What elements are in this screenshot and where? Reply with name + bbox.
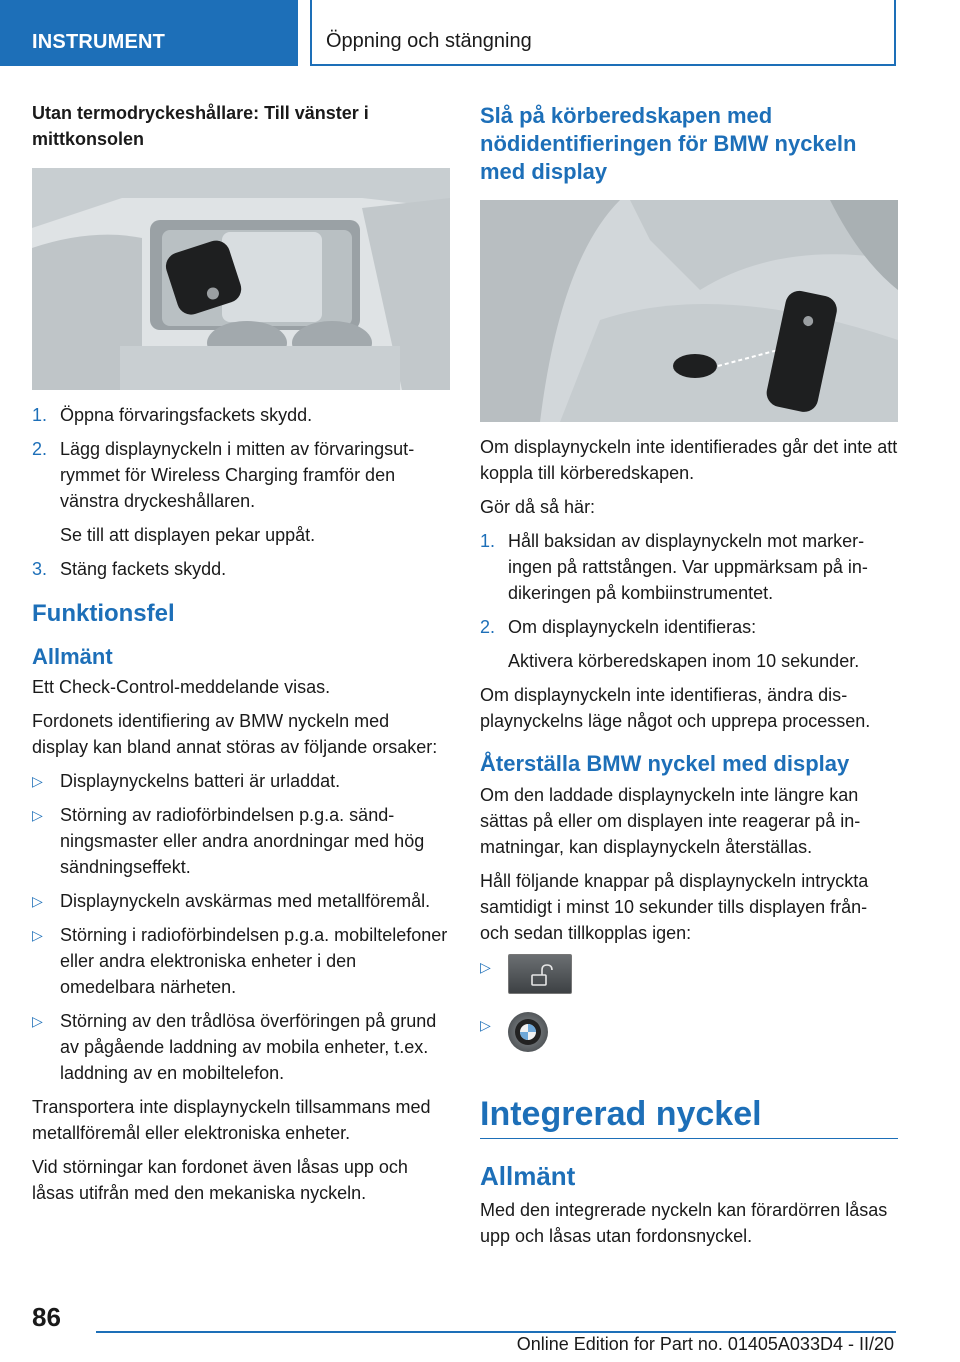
step-number: 2. bbox=[32, 439, 48, 459]
general-heading: Allmänt bbox=[32, 644, 113, 669]
list-item bbox=[32, 768, 450, 794]
interference-bullet-list bbox=[32, 768, 450, 1086]
list-item bbox=[480, 1012, 898, 1052]
step-text: Stäng fackets skydd. bbox=[60, 559, 227, 579]
triangle-bullet-icon: ▷ bbox=[480, 959, 491, 975]
general-paragraph-1: Ett Check-Control-meddelande visas. bbox=[32, 677, 331, 697]
steering-photo-illustration bbox=[480, 200, 898, 422]
triangle-bullet-icon: ▷ bbox=[480, 1017, 491, 1033]
malfunction-heading: Funktionsfel bbox=[32, 600, 175, 627]
emergency-steps-list bbox=[480, 528, 898, 674]
header-chapter-box bbox=[310, 0, 896, 66]
page-number: 86 bbox=[32, 1302, 61, 1332]
list-item bbox=[480, 614, 898, 674]
disturbance-paragraph: Vid störningar kan fordonet även låsas upp och låsas utifrån med den mekaniska nyckeln. bbox=[32, 1157, 408, 1203]
header-section-tab: INSTRUMENT bbox=[0, 0, 298, 66]
footer-edition-text: Online Edition for Part no. 01405A033D4 - II/20 bbox=[516, 1334, 894, 1354]
bullet-text: Displaynyckelns batteri är urladdat. bbox=[60, 771, 341, 791]
list-item bbox=[32, 556, 450, 582]
general-paragraph-2: Fordonets identifiering av BMW nyckeln med display kan bland annat störas av följande orsaker: bbox=[32, 711, 438, 757]
step-number: 1. bbox=[480, 531, 496, 551]
integrated-key-heading: Integrerad nyckel bbox=[480, 1070, 898, 1139]
bullet-text: Störning av radioförbindelsen p.g.a. sändningsmaster eller andra anordningar med hög sändningseffekt. bbox=[60, 805, 425, 877]
step-text: Om displaynyckeln identifieras: bbox=[508, 617, 757, 637]
list-item bbox=[480, 954, 898, 994]
left-column bbox=[32, 100, 450, 1214]
not-identified-paragraph: Om displaynyckeln inte identifierades går det inte att koppla till körberedskapen. bbox=[480, 437, 898, 483]
step-text: Håll baksidan av displaynyckeln mot markeringen på rattstången. Var uppmärksam på indikeringen på kombiinstrumentet. bbox=[508, 531, 868, 603]
list-item bbox=[32, 1008, 450, 1086]
unlock-button-icon bbox=[508, 954, 572, 994]
right-column bbox=[480, 100, 898, 1257]
step-subtext: Aktivera körberedskapen inom 10 sekunder. bbox=[508, 651, 860, 671]
emergency-identification-heading: Slå på körberedskapen med nödidentifieringen för BMW nyckeln med display bbox=[480, 103, 857, 184]
list-item bbox=[480, 528, 898, 606]
reset-buttons-list bbox=[480, 954, 898, 1052]
list-item bbox=[32, 402, 450, 428]
list-item bbox=[32, 888, 450, 914]
bmw-logo-button-icon bbox=[508, 1012, 548, 1052]
console-key-photo bbox=[32, 168, 450, 390]
step-subtext: Se till att displayen pekar uppåt. bbox=[60, 525, 316, 545]
list-item bbox=[32, 436, 450, 548]
triangle-bullet-icon: ▷ bbox=[32, 807, 43, 823]
reset-paragraph-1: Om den laddade displaynyckeln inte längre kan sättas på eller om displayen inte reagerar på inmatningar, kan displaynyckeln återställas. bbox=[480, 785, 861, 857]
reset-paragraph-2: Håll följande knappar på displaynyckeln intryckta samtidigt i minst 10 sekunder tills displayen från- och sedan tillkopplas igen: bbox=[480, 871, 869, 943]
list-item bbox=[32, 922, 450, 1000]
bullet-text: Displaynyckeln avskärmas med metallföremål. bbox=[60, 891, 431, 911]
list-item bbox=[32, 802, 450, 880]
header-chapter-title: Öppning och stängning bbox=[326, 30, 532, 52]
console-photo-illustration bbox=[32, 168, 450, 390]
reset-key-heading: Återställa BMW nyckel med display bbox=[480, 751, 850, 776]
step-text: Öppna förvaringsfackets skydd. bbox=[60, 405, 313, 425]
retry-paragraph: Om displaynyckeln inte identifieras, ändra displaynyckelns läge något och upprepa processen. bbox=[480, 685, 871, 731]
step-number: 1. bbox=[32, 405, 48, 425]
storage-steps-list bbox=[32, 402, 450, 582]
triangle-bullet-icon: ▷ bbox=[32, 893, 43, 909]
integrated-general-heading: Allmänt bbox=[480, 1161, 576, 1191]
step-number: 2. bbox=[480, 617, 496, 637]
integrated-paragraph: Med den integrerade nyckeln kan förardörren låsas upp och låsas utan fordonsnyckel. bbox=[480, 1200, 888, 1246]
bullet-text: Störning av den trådlösa överföringen på grund av pågående laddning av mobila enheter, t.ex. laddning av en mobiltelefon. bbox=[60, 1011, 437, 1083]
triangle-bullet-icon: ▷ bbox=[32, 927, 43, 943]
transport-paragraph: Transportera inte displaynyckeln tillsammans med metallföremål eller elektroniska enheter. bbox=[32, 1097, 431, 1143]
do-this-paragraph: Gör då så här: bbox=[480, 497, 596, 517]
steering-column-photo bbox=[480, 200, 898, 422]
intro-heading: Utan termodryckeshållare: Till vänster i mittkonsolen bbox=[32, 103, 369, 149]
triangle-bullet-icon: ▷ bbox=[32, 1013, 43, 1029]
step-text: Lägg displaynyckeln i mitten av förvaringsutrymmet för Wireless Charging framför den vänstra dryckeshållaren. bbox=[60, 439, 415, 511]
triangle-bullet-icon: ▷ bbox=[32, 773, 43, 789]
footer-divider bbox=[96, 1331, 896, 1333]
step-number: 3. bbox=[32, 559, 48, 579]
bullet-text: Störning i radioförbindelsen p.g.a. mobiltelefoner eller andra elektroniska enheter i den omedelbara närheten. bbox=[60, 925, 448, 997]
